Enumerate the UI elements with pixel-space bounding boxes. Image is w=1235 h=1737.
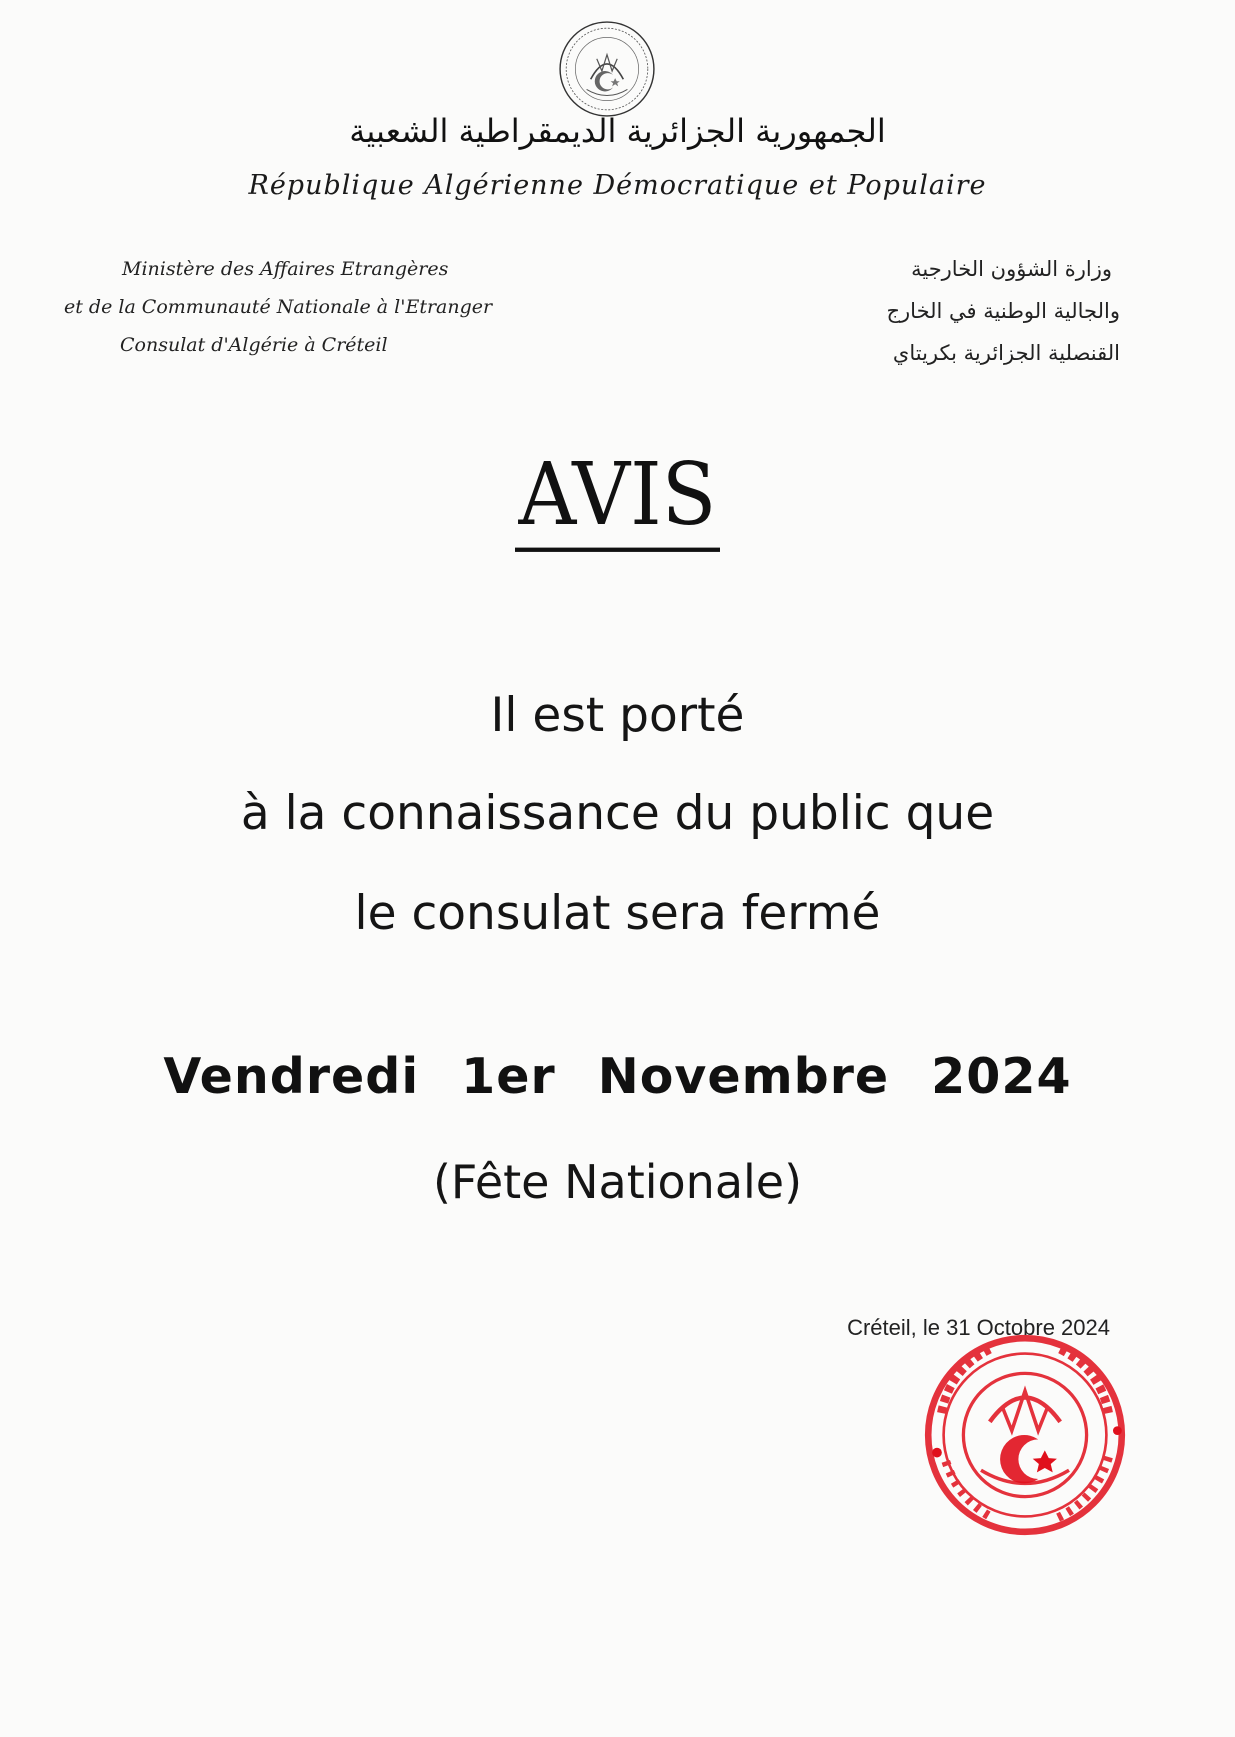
notice-line: Il est porté	[490, 688, 745, 743]
notice-title-wrap	[0, 443, 1235, 548]
ministry-fr-line: Ministère des Affaires Etrangères	[122, 258, 449, 280]
closure-date: Vendredi 1er Novembre 2024	[163, 1048, 1072, 1105]
notice-title: AVIS	[515, 446, 721, 552]
ministry-ar-line: وزارة الشؤون الخارجية	[911, 257, 1112, 281]
place-and-date: Créteil, le 31 Octobre 2024	[847, 1315, 1110, 1340]
notice-line: le consulat sera fermé	[354, 886, 881, 941]
ministry-ar-line: والجالية الوطنية في الخارج	[886, 299, 1120, 323]
consulate-stamp-icon	[915, 1325, 1135, 1545]
closure-occasion: (Fête Nationale)	[432, 1155, 803, 1209]
national-emblem-icon	[556, 18, 658, 120]
ministry-fr-line: Consulat d'Algérie à Créteil	[120, 334, 388, 356]
header-arabic-title: الجمهورية الجزائرية الديمقراطية الشعبية	[349, 112, 886, 150]
ministry-ar-line: القنصلية الجزائرية بكريتاي	[892, 341, 1120, 365]
ministry-block-arabic	[820, 248, 1120, 374]
header-french-title: République Algérienne Démocratique et Populaire	[248, 170, 987, 201]
ministry-block-french	[60, 250, 530, 364]
notice-line: à la connaissance du public que	[240, 786, 995, 841]
ministry-fr-line: et de la Communauté Nationale à l'Etranger	[64, 296, 493, 318]
